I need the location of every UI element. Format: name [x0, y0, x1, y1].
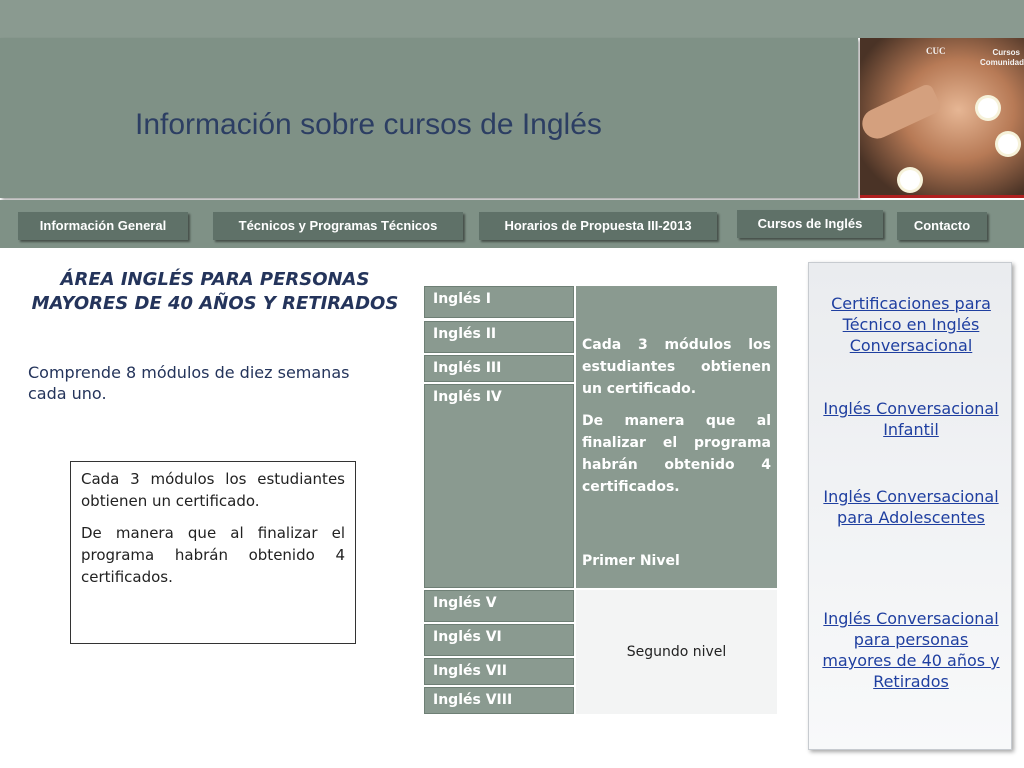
- level-2-cell: [576, 590, 777, 714]
- certificate-paragraph: Cada 3 módulos los estudiantes obtienen un certificado.: [582, 337, 771, 397]
- level-2-label: Segundo nivel: [626, 644, 727, 660]
- top-strip: [0, 0, 1024, 38]
- module-cell: Inglés VI: [424, 624, 574, 656]
- sidebar-links: [808, 262, 1012, 750]
- logo: CUC: [926, 46, 946, 56]
- certificate-cell: [576, 286, 777, 588]
- intro-text: Comprende 8 módulos de diez semanas cada uno.: [28, 363, 350, 403]
- brand-label: Cursos Comunidad: [980, 48, 1024, 67]
- nav-cursos-ingles[interactable]: Cursos de Inglés: [737, 210, 883, 238]
- flower-icon: [978, 98, 998, 118]
- sidebar-link-infantil[interactable]: Inglés Conversacional Infantil: [823, 399, 999, 439]
- header-photo: [860, 38, 1024, 198]
- module-cell: Inglés I: [424, 286, 574, 318]
- nav-informacion-general[interactable]: Información General: [18, 212, 188, 240]
- nav-horarios[interactable]: Horarios de Propuesta III-2013: [479, 212, 717, 240]
- sidebar-link-certificaciones[interactable]: Certificaciones para Técnico en Inglés Conversacional: [831, 294, 991, 355]
- photo-accent-line: [860, 195, 1024, 198]
- module-cell: Inglés V: [424, 590, 574, 622]
- sidebar-link-adolescentes[interactable]: Inglés Conversacional para Adolescentes: [823, 487, 999, 527]
- flower-icon: [900, 170, 920, 190]
- nav-bar: [0, 200, 1024, 248]
- module-cell: Inglés VII: [424, 658, 574, 685]
- section-heading: ÁREA INGLÉS PARA PERSONAS MAYORES DE 40 AÑOS Y RETIRADOS: [31, 269, 399, 314]
- module-cell: Inglés III: [424, 355, 574, 382]
- info-box: [70, 461, 356, 644]
- flower-icon: [998, 134, 1018, 154]
- header-banner: [0, 38, 858, 198]
- module-cell: Inglés VIII: [424, 687, 574, 714]
- photo-hand: [860, 83, 943, 144]
- info-box-paragraph: Cada 3 módulos los estudiantes obtienen un certificado.: [81, 470, 345, 510]
- module-cell: Inglés II: [424, 321, 574, 353]
- certificate-paragraph: De manera que al finalizar el programa habrán obtenido 4 certificados.: [582, 413, 771, 495]
- nav-tecnicos[interactable]: Técnicos y Programas Técnicos: [213, 212, 463, 240]
- left-column: [30, 268, 400, 316]
- sidebar-link-mayores[interactable]: Inglés Conversacional para personas mayores de 40 años y Retirados: [822, 609, 1000, 691]
- info-box-paragraph: De manera que al finalizar el programa habrán obtenido 4 certificados.: [81, 524, 345, 586]
- module-cell: Inglés IV: [424, 384, 574, 588]
- nav-contacto[interactable]: Contacto: [897, 212, 987, 240]
- level-1-label: Primer Nivel: [582, 553, 680, 569]
- page-title: Información sobre cursos de Inglés: [135, 108, 602, 141]
